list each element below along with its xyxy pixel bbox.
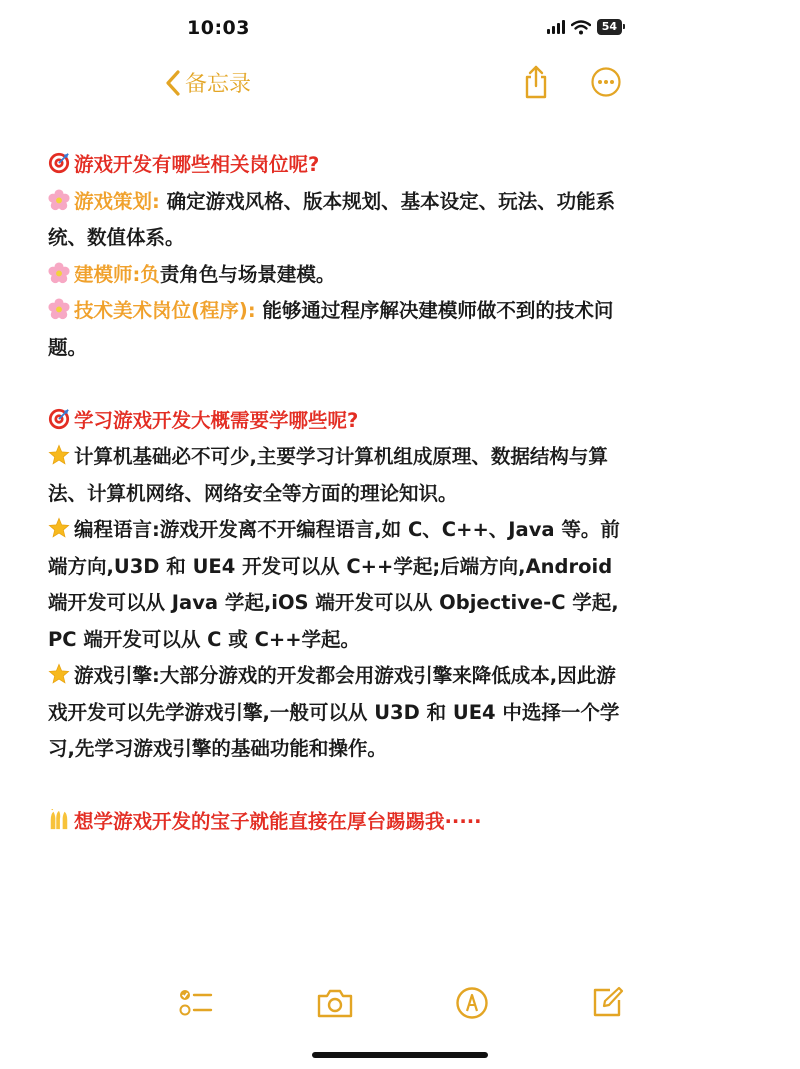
role-label: 技术美术岗位(程序): [74, 299, 256, 322]
checklist-icon [178, 987, 214, 1019]
role-game-design: 游戏策划: 确定游戏风格、版本规划、基本设定、玩法、功能系 [48, 184, 756, 221]
back-button[interactable] [165, 67, 251, 98]
more-button[interactable] [588, 64, 624, 100]
star-icon [48, 663, 70, 685]
learn-programming-cont-3: PC 端开发可以从 C 或 C++学起。 [48, 627, 361, 651]
checklist-button[interactable] [176, 983, 216, 1023]
role-game-design-cont: 统、数值体系。 [48, 226, 185, 249]
cellular-signal-icon [547, 20, 565, 34]
section-heading-learning: 学习游戏开发大概需要学哪些呢? [48, 403, 756, 440]
battery-indicator: 54 [597, 19, 622, 35]
blank-line [48, 366, 756, 403]
compose-icon [590, 986, 624, 1020]
closing-line: 想学游戏开发的宝子就能直接在厚台踢踢我····· [48, 804, 756, 841]
home-indicator[interactable] [312, 1052, 488, 1058]
star-icon [48, 517, 70, 539]
camera-button[interactable] [315, 983, 355, 1023]
learn-programming: 编程语言:游戏开发离不开编程语言,如 C、C++、Java 等。前 [48, 512, 756, 549]
learn-cs-basics: 计算机基础必不可少,主要学习计算机组成原理、数据结构与算 [48, 439, 756, 476]
role-modeler: 建模师:负责角色与场景建模。 [48, 257, 756, 294]
cherry-blossom-icon [48, 298, 70, 320]
learn-programming-cont-2: 端开发可以从 Java 学起,iOS 端开发可以从 Objective-C 学起, [48, 591, 619, 614]
cherry-blossom-icon [48, 262, 70, 284]
learn-engine-cont-1: 戏开发可以先学游戏引擎,一般可以从 U3D 和 UE4 中选择一个学 [48, 700, 620, 724]
back-label: 备忘录 [185, 72, 252, 97]
nav-bar [0, 56, 800, 112]
target-icon [48, 152, 70, 174]
learn-engine: 游戏引擎:大部分游戏的开发都会用游戏引擎来降低成本,因此游 [48, 658, 756, 695]
role-label: 建模师:负 [74, 262, 160, 286]
role-label: 游戏策划: [74, 189, 160, 213]
share-button[interactable] [518, 64, 554, 100]
bottom-toolbar [0, 975, 800, 1031]
chevron-left-icon [165, 70, 181, 96]
share-icon [522, 65, 550, 99]
raising-hands-icon [48, 809, 70, 831]
learn-cs-basics-cont: 法、计算机网络、网络安全等方面的理论知识。 [48, 481, 458, 505]
status-icons [547, 19, 622, 35]
section-heading-roles: 游戏开发有哪些相关岗位呢? [48, 147, 756, 184]
wifi-icon [571, 20, 591, 35]
compose-button[interactable] [587, 983, 627, 1023]
target-icon [48, 408, 70, 430]
status-time: 10:03 [187, 17, 250, 39]
note-body[interactable] [48, 147, 756, 841]
more-icon [590, 66, 622, 98]
learn-programming-cont-1: 端方向,U3D 和 UE4 开发可以从 C++学起;后端方向,Android [48, 554, 613, 578]
camera-icon [316, 987, 354, 1019]
role-tech-art: 技术美术岗位(程序): 能够通过程序解决建模师做不到的技术问 [48, 293, 756, 330]
blank-line [48, 768, 756, 805]
star-icon [48, 444, 70, 466]
role-tech-art-cont: 题。 [48, 335, 88, 359]
learn-engine-cont-2: 习,先学习游戏引擎的基础功能和操作。 [48, 737, 387, 760]
markup-button[interactable] [452, 983, 492, 1023]
status-bar [0, 0, 800, 56]
cherry-blossom-icon [48, 189, 70, 211]
markup-pen-icon [455, 986, 489, 1020]
